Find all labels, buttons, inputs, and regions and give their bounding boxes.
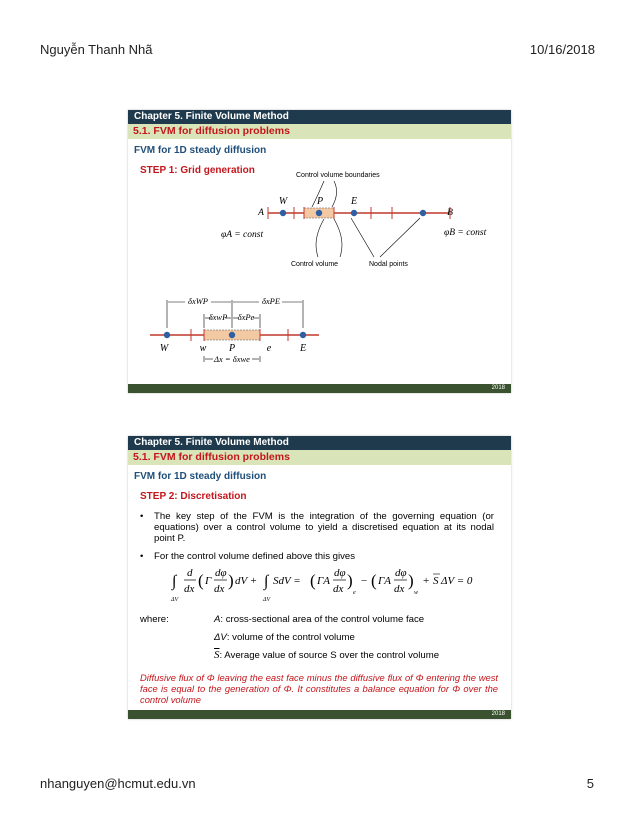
control-volume-label: Control volume <box>291 261 339 268</box>
svg-text:(: ( <box>371 571 377 590</box>
bullet-marker: • <box>140 511 144 522</box>
svg-text:dφ: dφ <box>215 567 227 579</box>
step-title: STEP 1: Grid generation <box>140 165 255 176</box>
grid-bottom <box>150 296 319 364</box>
slide-footer-year: 2018 <box>128 710 511 719</box>
step-title: STEP 2: Discretisation <box>140 491 247 502</box>
svg-text:dx: dx <box>394 583 405 595</box>
face-w-label: w <box>199 343 207 354</box>
svg-text:S: S <box>433 575 439 587</box>
symbol-dV: ΔV <box>214 632 227 643</box>
cv-boundaries-label: Control volume boundaries <box>296 172 380 179</box>
bullet-1: The key step of the FVM is the integration of the governing equation (or equations) over a control volume to yield a discretised equation at its nodal point P. <box>154 511 494 544</box>
svg-text:∫: ∫ <box>172 573 177 590</box>
where-A-text: : cross-sectional area of the control volume face <box>220 614 425 625</box>
node-E-label: E <box>350 196 358 207</box>
nodal-points-label: Nodal points <box>369 261 408 268</box>
svg-text:dφ: dφ <box>395 567 407 579</box>
face-e-label: e <box>266 343 272 354</box>
svg-text:ΔV: ΔV <box>263 597 271 603</box>
conclusion-text: Diffusive flux of Φ leaving the east face minus the diffusive flux of Φ entering the west face is equal to the generation of Φ. It constitutes a balance equation for Φ over the control volume <box>140 672 498 705</box>
boundary-B-label: B <box>447 208 453 218</box>
footer-email: nhanguyen@hcmut.edu.vn <box>40 776 196 791</box>
grid-top <box>221 172 487 268</box>
date: 10/16/2018 <box>529 42 595 57</box>
svg-text:ΓA: ΓA <box>317 575 330 587</box>
svg-text:e: e <box>353 590 356 596</box>
phi-A-text: φA = const <box>221 230 264 240</box>
section-title: 5.1. FVM for diffusion problems <box>128 450 511 465</box>
delta-x-label: Δx = δxwe <box>214 354 250 364</box>
delta-xwP: δxwP <box>208 312 228 322</box>
symbol-A: A <box>214 614 221 625</box>
symbol-S-bar: $\overline{S}$ <box>214 649 220 661</box>
chapter-title: Chapter 5. Finite Volume Method <box>128 110 511 124</box>
slide-discretisation <box>128 436 511 719</box>
svg-text:dx: dx <box>214 583 225 595</box>
bottom-node-E: E <box>299 343 307 354</box>
grid-diagram <box>128 110 511 393</box>
node-P-label: P <box>316 196 324 207</box>
bottom-node-W: W <box>159 343 169 354</box>
slide-heading: FVM for 1D steady diffusion <box>134 471 267 482</box>
svg-text:d: d <box>187 567 193 579</box>
bullet-2: For the control volume defined above this gives <box>154 551 356 562</box>
svg-text:∫: ∫ <box>264 573 269 590</box>
discretised-equation <box>128 561 511 609</box>
svg-text:dx: dx <box>333 583 344 595</box>
node-e-dot <box>351 210 357 216</box>
page-number: 5 <box>586 776 594 791</box>
section-title: 5.1. FVM for diffusion problems <box>128 124 511 139</box>
where-dV-row <box>214 632 355 643</box>
svg-text:(: ( <box>310 571 316 590</box>
author-name: Nguyễn Thanh Nhã <box>40 42 153 57</box>
node-W-label: W <box>278 196 288 207</box>
delta-xPE: δxPE <box>261 296 281 306</box>
svg-text:): ) <box>408 571 414 590</box>
slide-grid-generation <box>128 110 511 393</box>
svg-text:−: − <box>361 575 368 587</box>
svg-text:(: ( <box>198 571 204 590</box>
where-S-row <box>214 650 439 661</box>
svg-text:ΔV: ΔV <box>171 597 179 603</box>
svg-text:w: w <box>414 590 419 596</box>
where-label: where: <box>140 614 169 625</box>
node-p-dot <box>316 210 322 216</box>
svg-text:+: + <box>423 575 430 587</box>
svg-text:dx: dx <box>184 583 195 595</box>
delta-xPe: δxPe <box>237 312 255 322</box>
svg-text:dφ: dφ <box>334 567 346 579</box>
slide-footer-year: 2018 <box>128 384 511 393</box>
svg-text:): ) <box>228 571 234 590</box>
svg-text:): ) <box>347 571 353 590</box>
node-w-dot <box>280 210 286 216</box>
svg-text:dV +: dV + <box>235 575 258 587</box>
where-A-row <box>214 614 424 625</box>
svg-text:Γ: Γ <box>205 575 212 587</box>
svg-text:ΔV = 0: ΔV = 0 <box>441 575 473 587</box>
phi-B-text: φB = const <box>444 228 487 238</box>
slide-heading: FVM for 1D steady diffusion <box>134 145 267 156</box>
chapter-title: Chapter 5. Finite Volume Method <box>128 436 511 450</box>
delta-xWP: δxWP <box>188 296 208 306</box>
where-S-text: : Average value of source S over the control volume <box>219 650 440 661</box>
where-dV-text: : volume of the control volume <box>226 632 355 643</box>
bullet-marker: • <box>140 551 144 562</box>
svg-text:ΓA: ΓA <box>378 575 391 587</box>
bottom-node-P: P <box>228 343 236 354</box>
svg-text:SdV =: SdV = <box>273 575 301 587</box>
boundary-A-label: A <box>258 208 264 218</box>
